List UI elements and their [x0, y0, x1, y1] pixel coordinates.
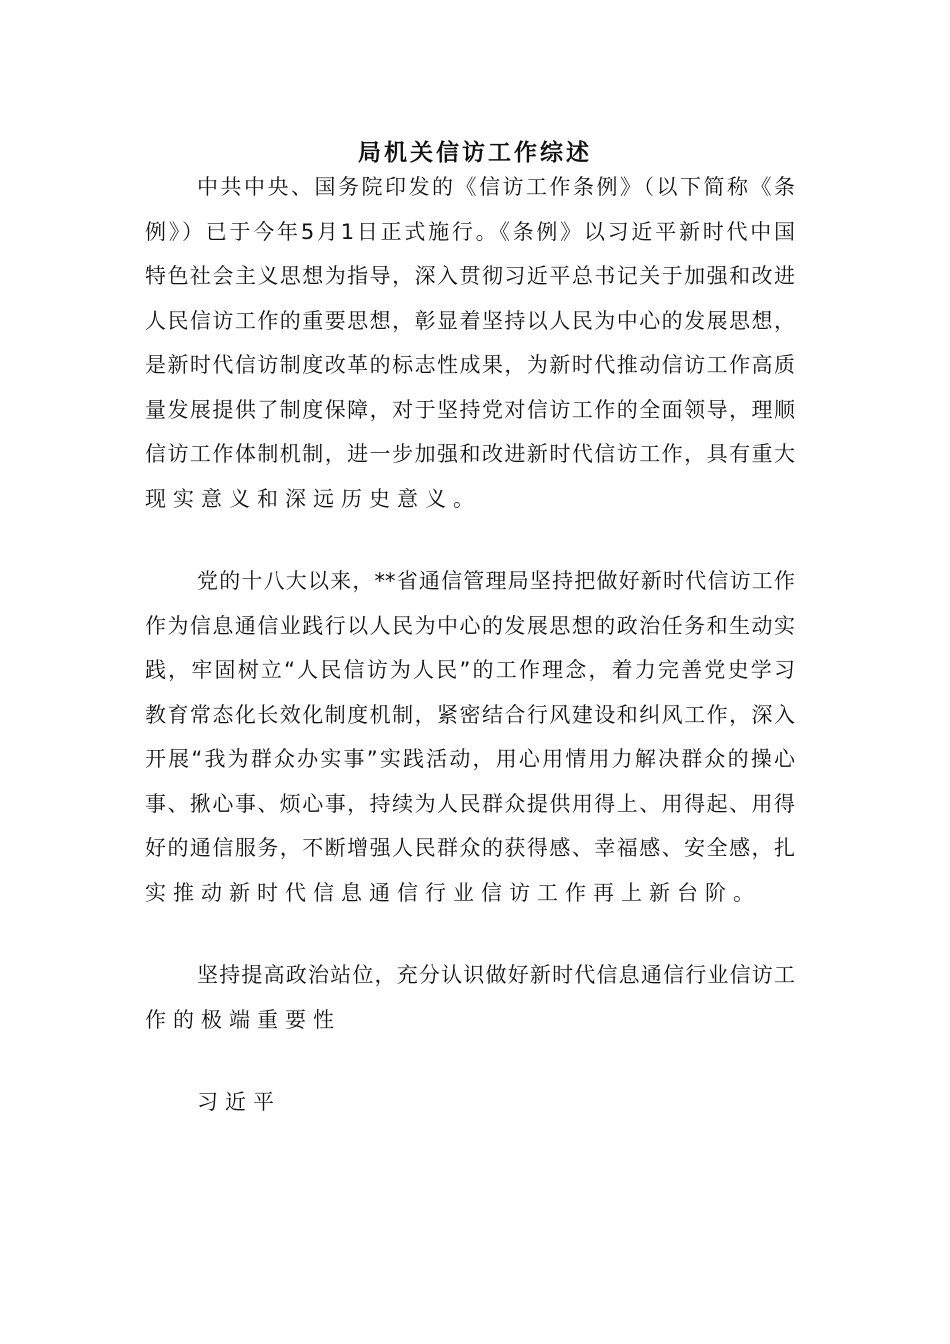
text-line: 践，牢固树立“人民信访为人民”的工作理念，着力完善党史学习: [145, 658, 795, 682]
text-line: 作为信息通信业践行以人民为中心的发展思想的政治任务和生动实: [145, 613, 795, 638]
text-line: 坚持提高政治站位，充分认识做好新时代信息通信行业信访工: [197, 963, 795, 987]
text-line: 作的极端重要性: [145, 1007, 341, 1032]
text-line: 是新时代信访制度改革的标志性成果，为新时代推动信访工作高质: [145, 353, 795, 377]
paragraph-heading-political: [145, 953, 795, 1042]
text-line: 习近平: [197, 1090, 281, 1114]
text-line: 人民信访工作的重要思想，彰显着坚持以人民为中心的发展思想，: [145, 308, 795, 333]
text-line: 例》）已于今年5月1日正式施行。《条例》以习近平新时代中国: [145, 219, 795, 244]
text-line: 事、揪心事、烦心事，持续为人民群众提供用得上、用得起、用得: [145, 791, 795, 816]
document-title: 局机关信访工作综述: [358, 140, 592, 166]
text-line: 开展“我为群众办实事”实践活动，用心用情用力解决群众的操心: [145, 747, 795, 771]
text-line: 党的十八大以来，**省通信管理局坚持把做好新时代信访工作: [197, 569, 795, 593]
paragraph-achievements: [145, 559, 795, 915]
document-body: [145, 165, 795, 1163]
text-line: 现实意义和深远历史意义。: [145, 486, 481, 511]
text-line: 好的通信服务，不断增强人民群众的获得感、幸福感、安全感，扎: [145, 836, 795, 860]
text-line: 教育常态化长效化制度机制，紧密结合行风建设和纠风工作，深入: [145, 702, 795, 727]
text-line: 信访工作体制机制，进一步加强和改进新时代信访工作，具有重大: [145, 442, 795, 466]
text-line: 中共中央、国务院印发的《信访工作条例》（以下简称《条: [197, 175, 795, 199]
text-line: 量发展提供了制度保障，对于坚持党对信访工作的全面领导，理顺: [145, 397, 795, 422]
paragraph-intro: [145, 165, 795, 521]
text-line: 特色社会主义思想为指导，深入贯彻习近平总书记关于加强和改进: [145, 264, 795, 288]
text-line: 实推动新时代信息通信行业信访工作再上新台阶。: [145, 880, 761, 905]
paragraph-author: [145, 1080, 795, 1125]
